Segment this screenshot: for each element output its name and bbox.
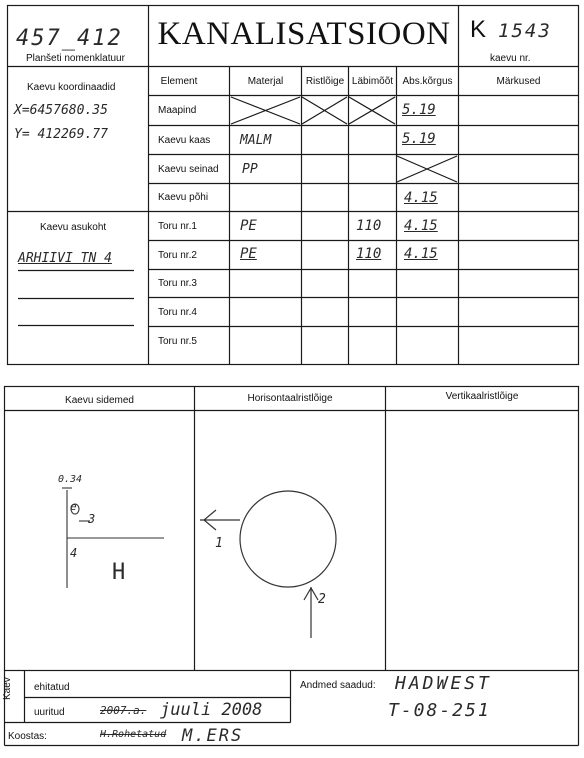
horizontal-sketch (200, 491, 336, 638)
col-material: Materjal (247, 76, 284, 87)
tie-mark-3: 3 (88, 512, 96, 526)
row-element: Kaevu kaas (158, 135, 211, 146)
col-diameter: Läbimõõt (351, 76, 394, 87)
row-material: PP (242, 162, 258, 177)
compiled-value: M.ERS (182, 726, 244, 746)
row-element: Toru nr.3 (158, 278, 197, 289)
well-circle (240, 491, 336, 587)
tie-mark-4: 4 (70, 546, 78, 560)
form-title: KANALISATSIOON (157, 16, 451, 52)
row-abs-height: 5.19 (402, 102, 436, 118)
row-element: Kaevu seinad (158, 164, 219, 175)
row-element: Maapind (158, 105, 197, 116)
nomenclature-value: 457_412 (16, 26, 123, 51)
row-element: Toru nr.1 (158, 221, 197, 232)
tie-mark-e: e (70, 500, 77, 513)
row-element: Toru nr.2 (158, 250, 197, 261)
surveyed-struck: 2007.a. (100, 704, 147, 717)
row-abs-height: 4.15 (404, 246, 438, 262)
row-element: Kaevu põhi (158, 192, 209, 203)
tie-dimension: 0.34 (58, 474, 83, 485)
row-diameter: 110 (356, 218, 382, 234)
built-label: ehitatud (34, 682, 70, 693)
sketch-block-border (5, 387, 579, 671)
tie-mark-h: H (112, 560, 126, 585)
row-abs-height: 4.15 (404, 218, 438, 234)
compiled-struck: H.Rohetatud (100, 729, 167, 740)
pipe-1-label: 1 (215, 536, 223, 551)
col-notes: Märkused (496, 76, 541, 87)
kaev-side-label: Kaev (2, 677, 13, 700)
location-label: Kaevu asukoht (40, 222, 107, 233)
row-abs-height: 4.15 (404, 190, 438, 206)
col-cross-section: Ristlõige (305, 76, 345, 87)
location-value: ARHIIVI TN 4 (18, 251, 112, 266)
col-abs-height: Abs.kõrgus (402, 76, 453, 87)
row-element: Toru nr.4 (158, 307, 197, 318)
row-material: PE (240, 246, 257, 262)
row-abs-height: 5.19 (402, 131, 436, 147)
row-element: Toru nr.5 (158, 336, 197, 347)
surveyed-label: uuritud (34, 707, 65, 718)
well-number: 1543 (498, 20, 552, 42)
data-source-code: T-08-251 (388, 700, 491, 721)
section-vertical-title: Vertikaalristlõige (445, 391, 519, 402)
data-source-value: HADWEST (395, 673, 492, 694)
section-ties-title: Kaevu sidemed (65, 395, 134, 406)
row-material: MALM (240, 133, 272, 148)
row-material: PE (240, 218, 257, 234)
coordinate-x: X=6457680.35 (14, 103, 108, 118)
coordinates-label: Kaevu koordinaadid (27, 82, 116, 93)
compiled-label: Koostas: (8, 731, 47, 742)
section-horizontal-title: Horisontaalristlõige (247, 393, 333, 404)
well-number-label: kaevu nr. (490, 53, 531, 64)
surveyed-value: juuli 2008 (160, 700, 263, 720)
pipe-2-label: 2 (318, 592, 326, 607)
row-diameter: 110 (356, 246, 382, 262)
col-element: Element (160, 76, 198, 87)
data-source-label: Andmed saadud: (300, 680, 376, 691)
nomenclature-label: Planšeti nomenklatuur (26, 53, 125, 64)
well-prefix: K (470, 16, 487, 43)
coordinate-y: Y= 412269.77 (14, 127, 108, 142)
